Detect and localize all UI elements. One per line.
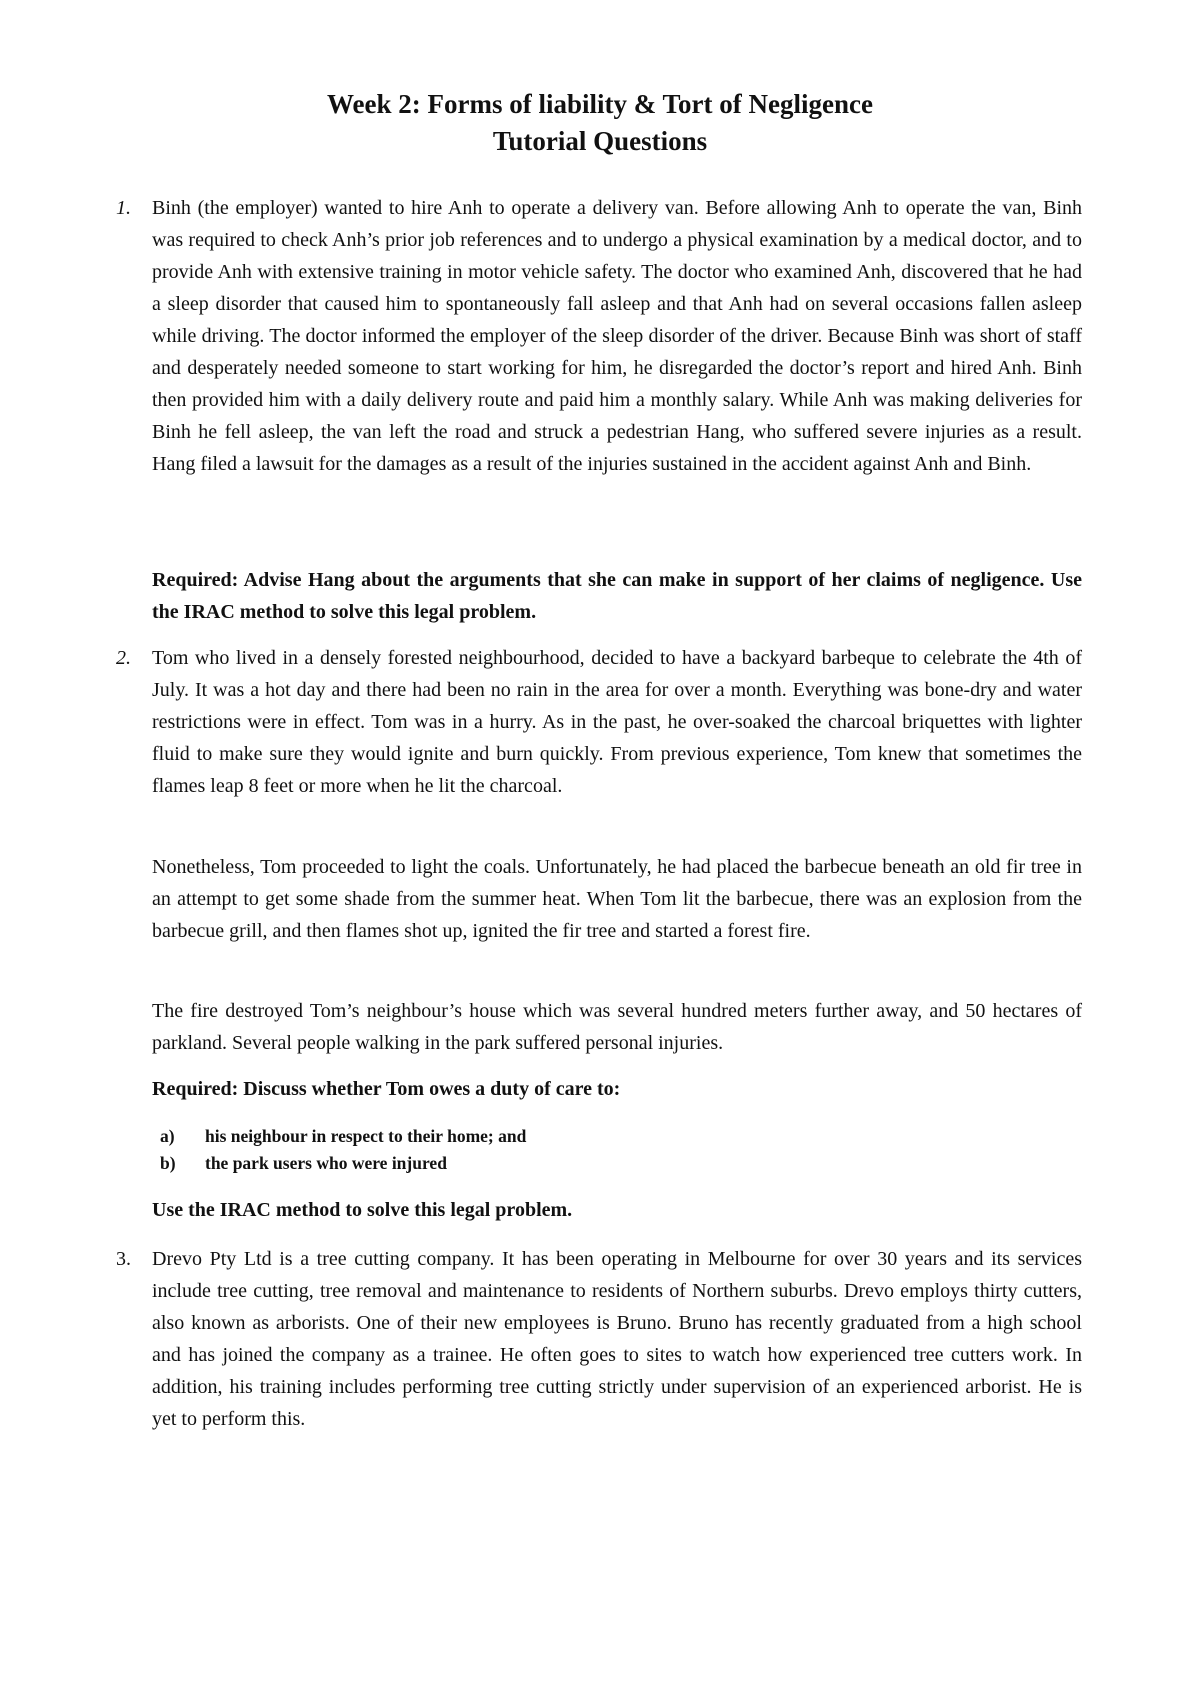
- item-b-label: b): [160, 1153, 176, 1173]
- question-1-number: 1.: [116, 197, 131, 219]
- item-a-text: his neighbour in respect to their home; and: [205, 1126, 527, 1146]
- question-1-required: Required: Advise Hang about the arguments that she can make in support of her claims of negligence. Use the IRAC method to solve this legal problem.: [152, 569, 1082, 623]
- document-subtitle: Tutorial Questions: [492, 126, 708, 156]
- question-2-item-a: [160, 1122, 526, 1150]
- question-2-required: Required: Discuss whether Tom owes a duty of care to:: [152, 1078, 621, 1100]
- document-title: Week 2: Forms of liability & Tort of Negligence: [327, 89, 873, 119]
- item-a-label: a): [160, 1126, 175, 1146]
- question-2-body-3: The fire destroyed Tom’s neighbour’s house which was several hundred meters further away, and 50 hectares of parkland. Several people walking in the park suffered personal injuries.: [152, 1000, 1082, 1054]
- question-3-number: 3.: [116, 1248, 131, 1270]
- item-b-text: the park users who were injured: [205, 1153, 447, 1173]
- question-3-body: Drevo Pty Ltd is a tree cutting company. It has been operating in Melbourne for over 30 years and its services include tree cutting, tree removal and maintenance to residents of Northern suburbs. Drevo employs thirty cutters, also known as arborists. One of their new employees is Bruno. Bruno has recently graduated from a high school and has joined the company as a trainee. He often goes to sites to watch how experienced tree cutters work. In addition, his training includes performing tree cutting strictly under supervision of an experienced arborist. He is yet to perform this.: [152, 1248, 1082, 1430]
- question-2-body-2: Nonetheless, Tom proceeded to light the coals. Unfortunately, he had placed the barbecue beneath an old fir tree in an attempt to get some shade from the summer heat. When Tom lit the barbecue, there was an explosion from the barbecue grill, and then flames shot up, ignited the fir tree and started a forest fire.: [152, 856, 1082, 942]
- question-2-item-b: [160, 1149, 447, 1177]
- question-1-body: Binh (the employer) wanted to hire Anh to operate a delivery van. Before allowing Anh to operate the van, Binh was required to check Anh’s prior job references and to undergo a physical examination by a medical doctor, and to provide Anh with extensive training in motor vehicle safety. The doctor who examined Anh, discovered that he had a sleep disorder that caused him to spontaneously fall asleep and that Anh had on several occasions fallen asleep while driving. The doctor informed the employer of the sleep disorder of the driver. Because Binh was short of staff and desperately needed someone to start working for him, he disregarded the doctor’s report and hired Anh. Binh then provided him with a daily delivery route and paid him a monthly salary. While Anh was making deliveries for Binh he fell asleep, the van left the road and struck a pedestrian Hang, who suffered severe injuries as a result. Hang filed a lawsuit for the damages as a result of the injuries sustained in the accident against Anh and Binh.: [152, 197, 1082, 475]
- question-2-method: Use the IRAC method to solve this legal problem.: [152, 1199, 573, 1221]
- question-2-body-1: Tom who lived in a densely forested neighbourhood, decided to have a backyard barbeque to celebrate the 4th of July. It was a hot day and there had been no rain in the area for over a month. Everything was bone-dry and water restrictions were in effect. Tom was in a hurry. As in the past, he over-soaked the charcoal briquettes with lighter fluid to make sure they would ignite and burn quickly. From previous experience, Tom knew that sometimes the flames leap 8 feet or more when he lit the charcoal.: [152, 647, 1082, 797]
- question-2-number: 2.: [116, 647, 131, 669]
